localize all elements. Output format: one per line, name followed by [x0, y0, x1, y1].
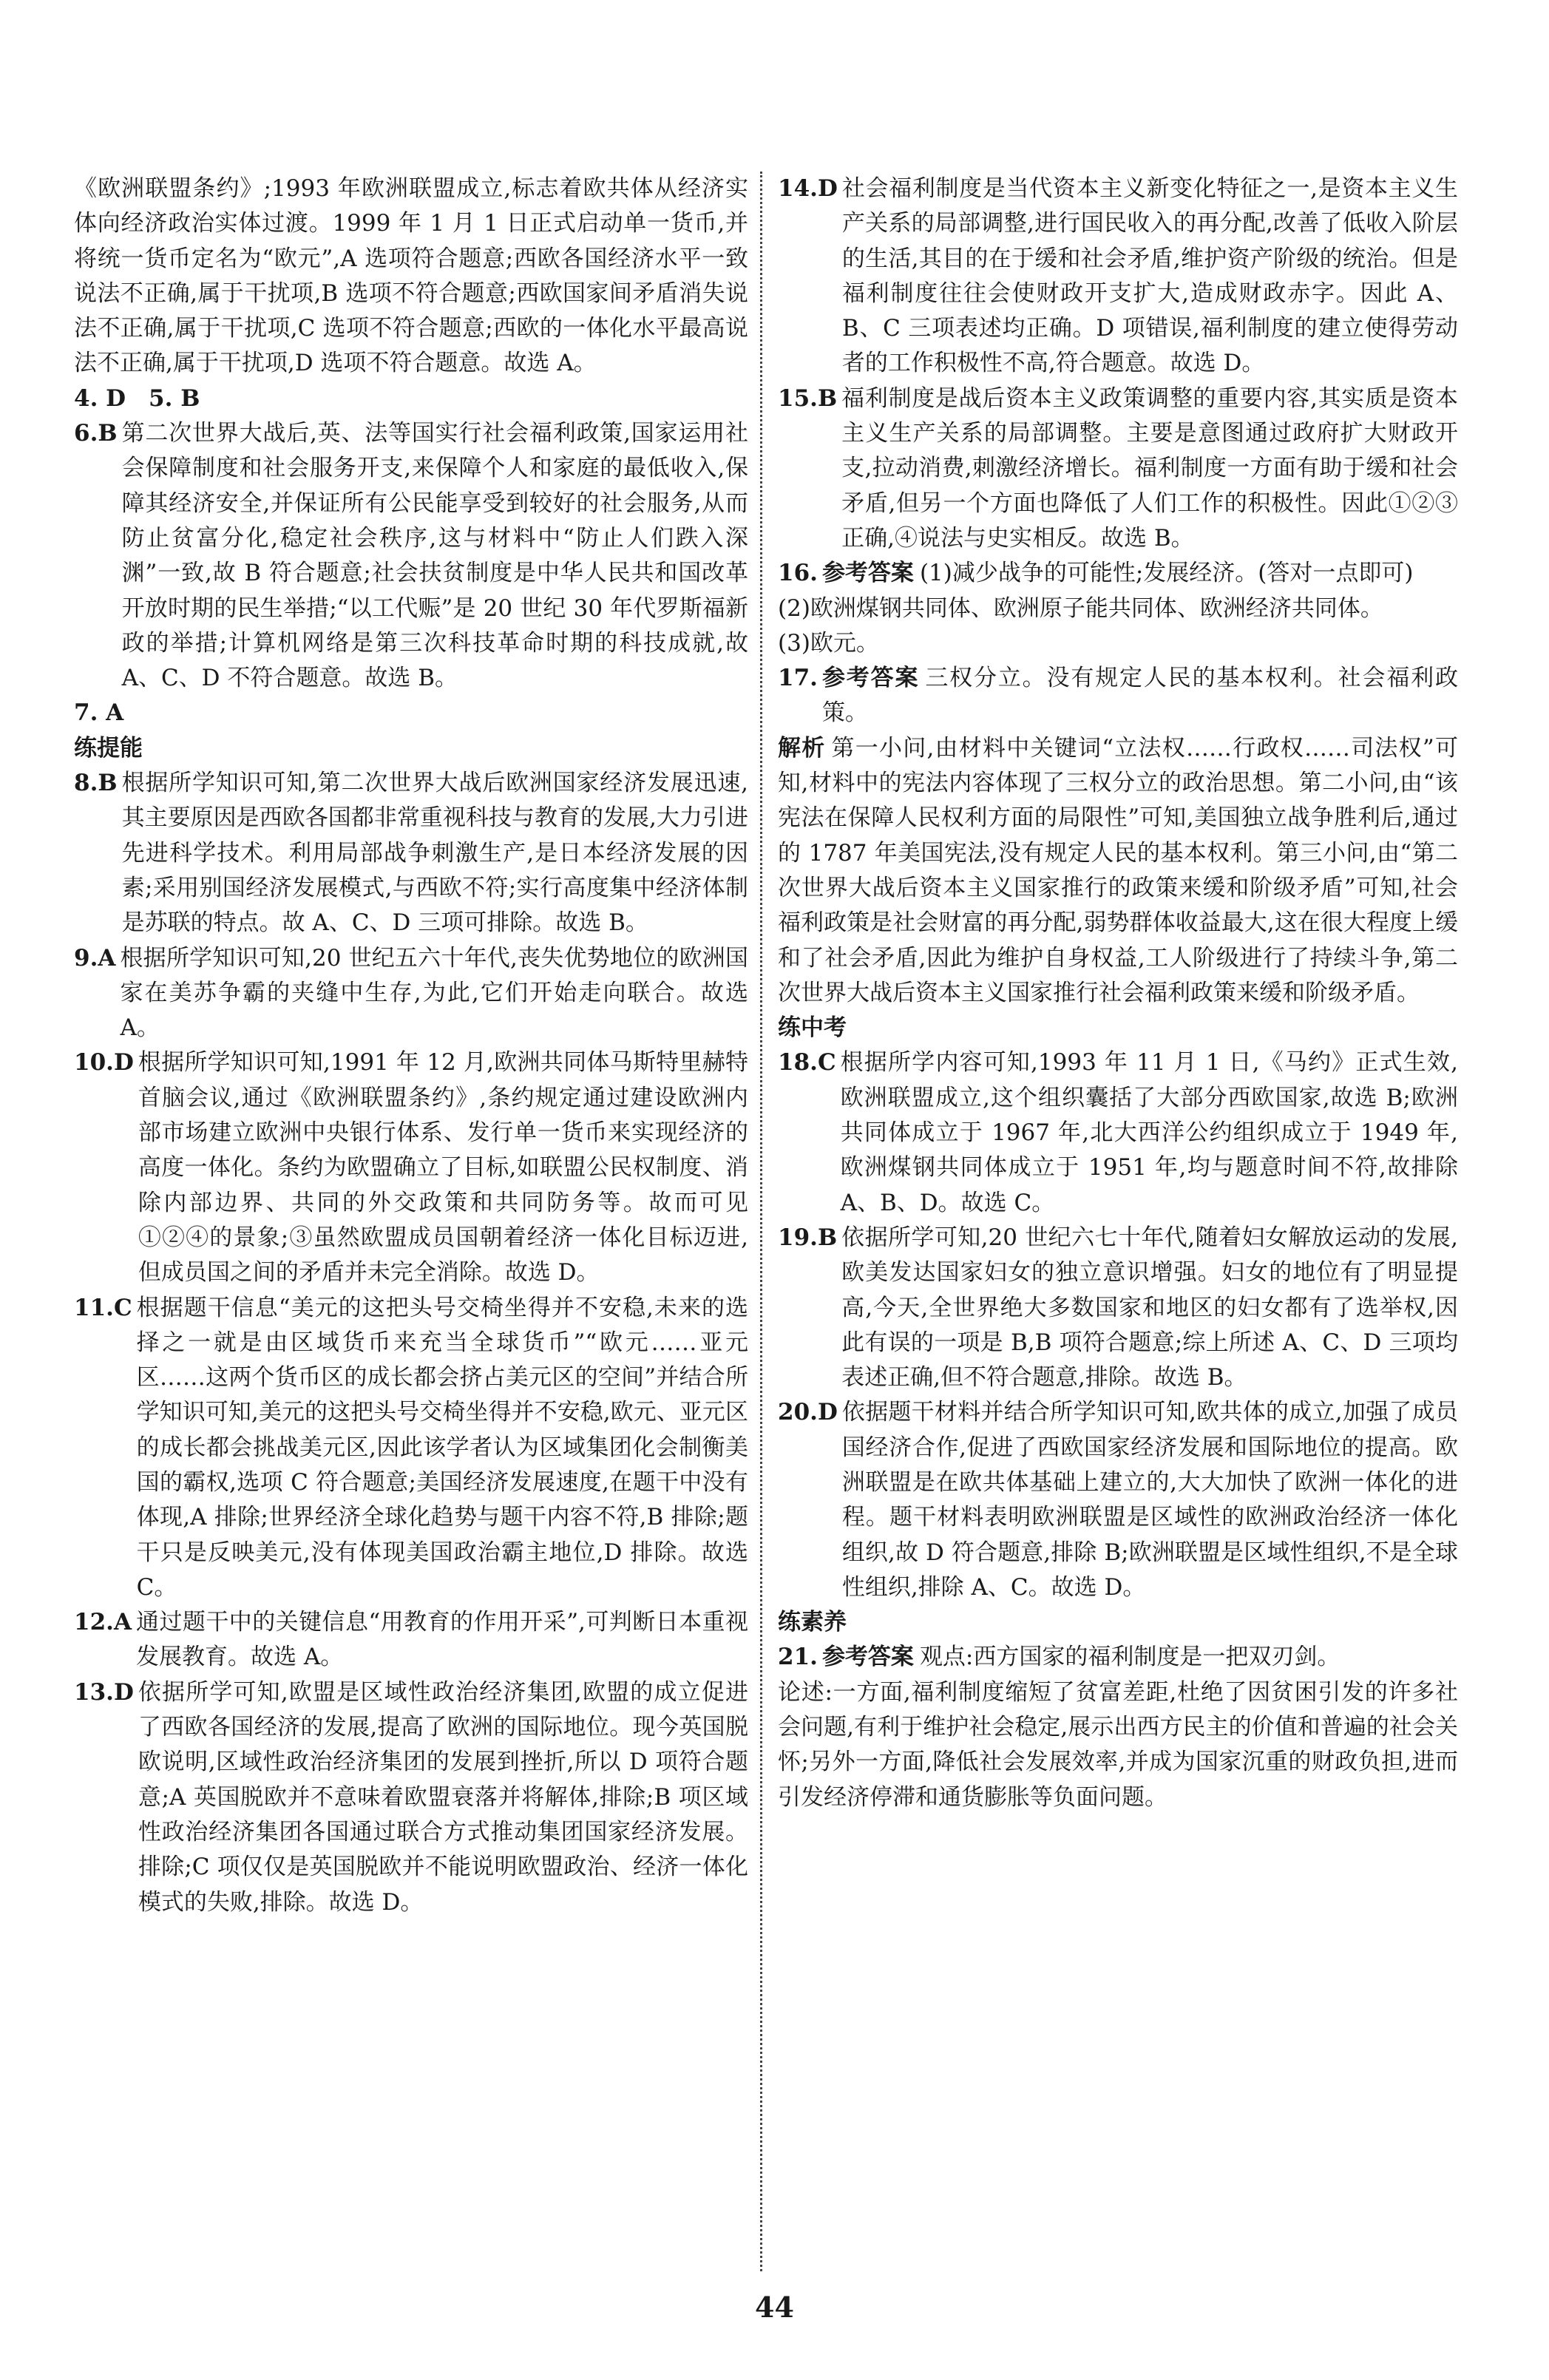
right-column: [778, 172, 1458, 1815]
question-number: 9.: [74, 944, 98, 972]
answer-letter: A: [98, 944, 116, 972]
question-number: 11.: [74, 1294, 114, 1321]
answers-4-5: 4. D 5. B: [74, 384, 200, 412]
question-19: [778, 1221, 1458, 1395]
analysis-text: 第一小问,由材料中关键词“立法权……行政权……司法权”可知,材料中的宪法内容体现了三权分立的政治思想。第二小问,由“该宪法在保障人民权利方面的局限性”可知,美国独立战争胜利后,通过的 1787 年美国宪法,没有规定人民的基本权利。第三小问,由“第二次世界大战后资本主义国家推行的政策来缓和阶级矛盾”可知,社会福利政策是社会财富的再分配,弱势群体收益最大,这在很大程度上缓和了社会矛盾,因此为维护自身权益,工人阶级进行了持续斗争,第二次世界大战后资本主义国家推行社会福利政策来缓和阶级矛盾。: [778, 734, 1458, 1006]
explanation: 依据所学可知,欧盟是区域性政治经济集团,欧盟的成立促进了西欧各国经济的发展,提高了欧洲的国际地位。现今英国脱欧说明,区域性政治经济集团的发展到挫折,所以 D 项符合题意;A 英国脱欧并不意味着欧盟衰落并将解体,排除;B 项区域性政治经济集团各国通过联合方式推动集团国家经济发展。排除;C 项仅仅是英国脱欧并不能说明欧盟政治、经济一体化模式的失败,排除。故选 D。: [138, 1678, 748, 1916]
question-number: 12.: [74, 1609, 114, 1636]
answer-letter: A: [113, 1609, 132, 1636]
section-heading-lian-suyang: 练素养: [778, 1609, 847, 1636]
question-number: 21.: [778, 1644, 818, 1671]
left-column: [74, 172, 748, 1920]
answer-letter: B: [98, 770, 118, 797]
explanation: 根据所学知识可知,20 世纪五六十年代,丧失优势地位的欧洲国家在美苏争霸的夹缝中生存,为此,它们开始走向联合。故选 A。: [120, 944, 748, 1042]
explanation: 第二次世界大战后,英、法等国实行社会福利政策,国家运用社会保障制度和社会服务开支,来保障个人和家庭的最低收入,保障其经济安全,并保证所有公民能享受到较好的社会服务,从而防止贫富分化,稳定社会秩序,这与材料中“防止人们跌入深渊”一致,故 B 符合题意;社会扶贫制度是中华人民共和国改革开放时期的民生举措;“以工代赈”是 20 世纪 30 年代罗斯福新政的举措;计算机网络是第三次科技革命时期的科技成就,故 A、C、D 不符合题意。故选 B。: [121, 420, 748, 692]
question-number: 17.: [778, 665, 818, 692]
explanation: 依据所学可知,20 世纪六七十年代,随着妇女解放运动的发展,欧美发达国家妇女的独立意识增强。妇女的地位有了明显提高,今天,全世界绝大多数国家和地区的妇女都有了选举权,因此有误的一项是 B,B 项符合题意;综上所述 A、C、D 三项均表述正确,但不符合题意,排除。故选 B。: [841, 1224, 1458, 1391]
argument-text: 论述:一方面,福利制度缩短了贫富差距,杜绝了因贫困引发的许多社会问题,有利于维护社会稳定,展示出西方民主的价值和普遍的社会关怀;另外一方面,降低社会发展效率,并成为国家沉重的财政负担,进而引发经济停滞和通货膨胀等负面问题。: [778, 1678, 1458, 1811]
analysis-label: 解析: [778, 734, 826, 762]
question-21: [778, 1640, 1458, 1675]
answer-part-1: (1)减少战争的可能性;发展经济。(答对一点即可): [919, 560, 1414, 587]
answer-letter: D: [113, 1049, 134, 1077]
question-12: [74, 1605, 748, 1675]
explanation: 福利制度是战后资本主义政策调整的重要内容,其实质是资本主义生产关系的局部调整。主要是意图通过政府扩大财政开支,拉动消费,刺激经济增长。福利制度一方面有助于缓和社会矛盾,但另一个方面也降低了人们工作的积极性。因此①②③正确,④说法与史实相反。故选 B。: [841, 384, 1458, 552]
answer-part-3: (3)欧元。: [778, 629, 879, 657]
question-16: [778, 556, 1458, 591]
answer-text: 三权分立。没有规定人民的基本权利。社会福利政策。: [821, 665, 1459, 727]
analysis-paragraph: [778, 731, 1458, 1011]
question-number: 13.: [74, 1678, 114, 1706]
question-13: [74, 1675, 748, 1920]
question-14: [778, 172, 1458, 382]
answer-letter: D: [817, 1399, 838, 1426]
question-number: 10.: [74, 1049, 114, 1077]
answer-letter: B: [98, 420, 118, 447]
explanation: 依据题干材料并结合所学知识可知,欧共体的成立,加强了成员国经济合作,促进了西欧国家经济发展和国际地位的提高。欧洲联盟是在欧共体基础上建立的,大大加快了欧洲一体化的进程。题干材料表明欧洲联盟是区域性的欧洲政治经济一体化组织,故 D 符合题意,排除 B;欧洲联盟是区域性组织,不是全球性组织,排除 A、C。故选 D。: [841, 1399, 1458, 1601]
question-17: [778, 661, 1458, 731]
explanation: 根据所学知识可知,1991 年 12 月,欧洲共同体马斯特里赫特首脑会议,通过《欧洲联盟条约》,条约规定通过建设欧洲内部市场建立欧洲中央银行体系、发行单一货币来实现经济的高度一体化。条约为欧盟确立了目标,如联盟公民权制度、消除内部边界、共同的外交政策和共同防务等。故而可见①②④的景象;③虽然欧盟成员国朝着经济一体化目标迈进,但成员国之间的矛盾并未完全消除。故选 D。: [138, 1049, 748, 1286]
explanation: 社会福利制度是当代资本主义新变化特征之一,是资本主义生产关系的局部调整,进行国民收入的再分配,改善了低收入阶层的生活,其目的在于缓和社会矛盾,维护资产阶级的统治。但是福利制度往往会使财政开支扩大,造成财政赤字。因此 A、B、C 三项表述均正确。D 项错误,福利制度的建立使得劳动者的工作积极性不高,符合题意。故选 D。: [841, 175, 1458, 377]
explanation: 根据所学内容可知,1993 年 11 月 1 日,《马约》正式生效,欧洲联盟成立,这个组织囊括了大部分西欧国家,故选 B;欧洲共同体成立于 1967 年,北大西洋公约组织成立于 1949 年,欧洲煤钢共同体成立于 1951 年,均与题意时间不符,故排除 A、B、D。故选 C。: [840, 1049, 1458, 1216]
question-number: 15.: [778, 384, 818, 412]
question-9: [74, 941, 748, 1046]
section-heading-lian-tineng: 练提能: [74, 734, 143, 762]
question-number: 19.: [778, 1224, 818, 1251]
question-number: 20.: [778, 1399, 818, 1426]
answer-part-2: (2)欧洲煤钢共同体、欧洲原子能共同体、欧洲经济共同体。: [778, 594, 1383, 622]
answer-letter: C: [817, 1049, 836, 1077]
section-heading-lian-zhongkao: 练中考: [778, 1014, 847, 1042]
question-number: 14.: [778, 175, 818, 202]
question-number: 18.: [778, 1049, 818, 1077]
question-20: [778, 1395, 1458, 1605]
answer-letter: D: [113, 1678, 134, 1706]
question-number: 16.: [778, 560, 818, 587]
question-number: 8.: [74, 770, 98, 797]
answer-letter: D: [817, 175, 838, 202]
answer-letter: B: [817, 1224, 838, 1251]
question-10: [74, 1045, 748, 1290]
question-8: [74, 766, 748, 940]
reference-answer-label: 参考答案: [821, 1644, 914, 1671]
question-number: 6.: [74, 420, 98, 447]
answer-letter: C: [113, 1294, 132, 1321]
reference-answer-label: 参考答案: [821, 665, 920, 692]
explanation: 通过题干中的关键信息“用教育的作用开采”,可判断日本重视发展教育。故选 A。: [136, 1609, 748, 1671]
answer-letter: B: [817, 384, 838, 412]
question-6: [74, 416, 748, 696]
explanation: 根据题干信息“美元的这把头号交椅坐得并不安稳,未来的选择之一就是由区域货币来充当全球货币”“欧元……亚元区……这两个货币区的成长都会挤占美元区的空间”并结合所学知识可知,美元的这把头号交椅坐得并不安稳,欧元、亚元区的成长都会挑战美元区,因此该学者认为区域集团化会制衡美国的霸权,选项 C 符合题意;美国经济发展速度,在题干中没有体现,A 排除;世界经济全球化趋势与题干内容不符,B 排除;题干只是反映美元,没有体现美国政治霸主地位,D 排除。故选 C。: [136, 1294, 748, 1601]
column-divider: [760, 172, 762, 2271]
explanation: 根据所学知识可知,第二次世界大战后欧洲国家经济发展迅速,其主要原因是西欧各国都非常重视科技与教育的发展,大力引进先进科学技术。利用局部战争刺激生产,是日本经济发展的因素;采用别国经济发展模式,与西欧不符;实行高度集中经济体制是苏联的特点。故 A、C、D 三项可排除。故选 B。: [121, 770, 748, 937]
viewpoint-text: 观点:西方国家的福利制度是一把双刃剑。: [919, 1644, 1340, 1671]
reference-answer-label: 参考答案: [821, 560, 914, 587]
question-15: [778, 382, 1458, 556]
intro-paragraph: 《欧洲联盟条约》;1993 年欧洲联盟成立,标志着欧共体从经济实体向经济政治实体过渡。1999 年 1 月 1 日正式启动单一货币,并将统一货币定名为“欧元”,A 选项符合题意;西欧各国经济水平一致说法不正确,属于干扰项,B 选项不符合题意;西欧国家间矛盾消失说法不正确,属于干扰项,C 选项不符合题意;西欧的一体化水平最高说法不正确,属于干扰项,D 选项不符合题意。故选 A。: [74, 175, 748, 377]
question-11: [74, 1291, 748, 1606]
question-18: [778, 1045, 1458, 1220]
answer-7: 7. A: [74, 699, 124, 727]
page-number: 44: [755, 2291, 794, 2324]
